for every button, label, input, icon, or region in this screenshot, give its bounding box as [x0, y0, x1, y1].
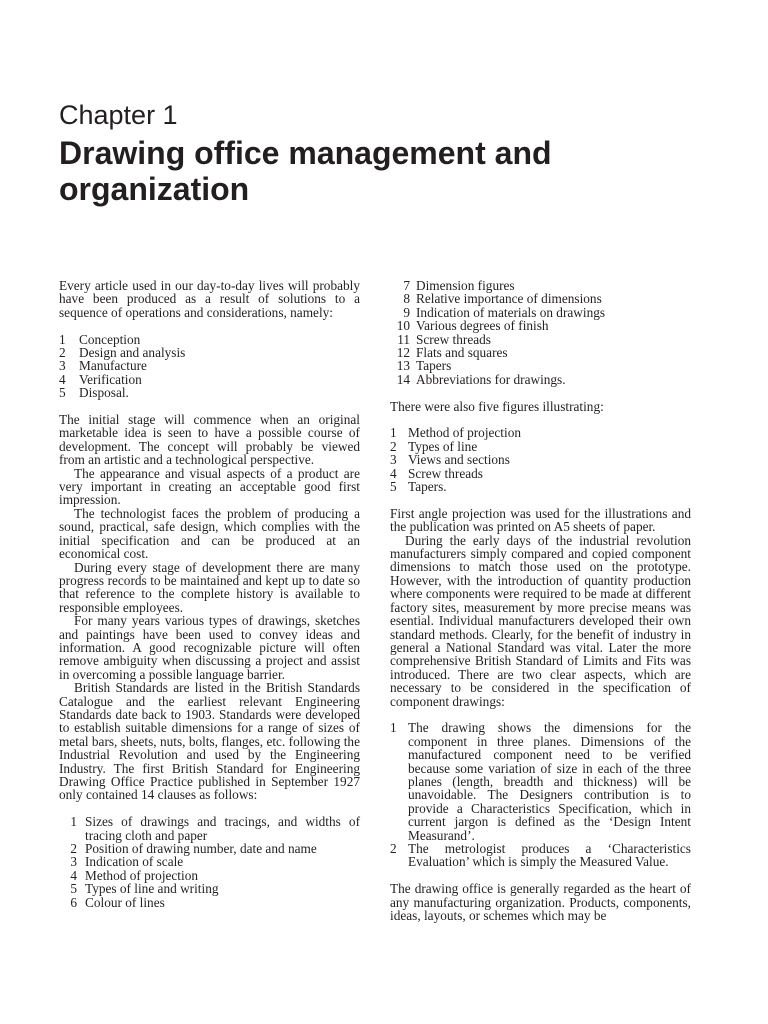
list-number: 1 [70, 814, 77, 830]
list-number: 2 [59, 345, 66, 361]
list-item [59, 333, 360, 346]
list-text: Colour of lines [85, 894, 165, 910]
list-item [390, 426, 691, 439]
list-text: Method of projection [408, 425, 521, 441]
list-number: 13 [396, 358, 410, 374]
stages-list [59, 333, 360, 400]
list-text: Abbreviations for drawings. [416, 371, 566, 387]
list-text: Dimension figures [416, 278, 515, 293]
list-text: The metrologist produces a ‘Characteristics Evaluation’ which is simply the Measured Value. [408, 841, 691, 870]
left-column [59, 279, 360, 909]
list-text: Disposal. [79, 385, 129, 401]
list-text: Tapers [416, 358, 452, 374]
list-number: 4 [70, 867, 77, 883]
list-text: Position of drawing number, date and name [85, 841, 317, 857]
list-text: Types of line [408, 438, 478, 454]
list-number: 1 [390, 720, 397, 736]
list-number: 2 [390, 841, 397, 856]
clauses-list [59, 815, 360, 909]
figures-intro: There were also five figures illustrating: [390, 398, 604, 414]
chapter-title: Drawing office management and organization [59, 135, 552, 207]
list-item [390, 306, 691, 319]
list-text: Indication of materials on drawings [416, 304, 606, 320]
list-text: The drawing shows the dimensions for the component in three planes. Dimensions of the manufactured component need to be verified because some variation of size in each of the three planes (length, breadth and thickness) will be unavoidable. The Designers contribution is to provide a Characteristics Specification, which in current jargon is defined as the ‘Design Intent Measurand’. [408, 720, 691, 843]
list-number: 5 [70, 881, 77, 897]
list-text: Screw threads [416, 331, 491, 347]
list-number: 1 [59, 331, 66, 347]
list-item [59, 896, 360, 909]
list-text: Sizes of drawings and tracings, and widths of tracing cloth and paper [85, 814, 360, 843]
body-paragraph: First angle projection was used for the illustrations and the publication was printed on A5 sheets of paper. [390, 505, 691, 535]
list-number: 7 [403, 278, 410, 293]
list-number: 2 [390, 438, 397, 454]
list-text: Conception [79, 331, 141, 347]
list-number: 4 [390, 465, 397, 481]
chapter-label: Chapter 1 [59, 100, 178, 130]
list-number: 5 [59, 385, 66, 401]
list-number: 14 [396, 371, 410, 387]
clauses-list-continued [390, 279, 691, 386]
list-number: 3 [390, 452, 397, 468]
list-text: Manufacture [79, 358, 147, 374]
body-paragraph: During every stage of development there are many progress records to be maintained and kept up to date so that reference to the complete history is available to responsible employees. [59, 559, 360, 615]
list-item [59, 815, 360, 842]
body-paragraph: The drawing office is generally regarded as the heart of any manufacturing organization. Products, components, ideas, layouts, or schemes which may be [390, 881, 691, 924]
list-number: 1 [390, 425, 397, 441]
list-item [59, 359, 360, 372]
body-paragraph: The initial stage will commence when an original marketable idea is seen to have a possible course of development. The concept will probably be viewed from an artistic and a technological perspective. [59, 412, 360, 468]
list-item [390, 480, 691, 493]
list-item [390, 453, 691, 466]
list-number: 10 [396, 318, 410, 334]
list-item [390, 279, 691, 292]
right-column [390, 279, 691, 922]
body-paragraph: During the early days of the industrial revolution manufacturers simply compared and copied component dimensions to match those used on the prototype. However, with the introduction of quantity production where components were required to be made at different factory sites, measurement by more precise means was esential. Individual manufacturers developed their own standard methods. Clearly, for the benefit of industry in general a National Standard was vital. Later the more comprehensive British Standard of Limits and Fits was introduced. There are two clear aspects, which are necessary to be considered in the specification of component drawings: [390, 532, 691, 709]
list-text: Method of projection [85, 867, 198, 883]
list-text: Views and sections [408, 452, 510, 468]
list-item [59, 346, 360, 359]
list-number: 3 [70, 854, 77, 870]
list-text: Relative importance of dimensions [416, 291, 602, 307]
list-text: Flats and squares [416, 345, 508, 361]
list-number: 9 [403, 304, 410, 320]
list-text: Tapers. [408, 479, 447, 495]
list-text: Screw threads [408, 465, 483, 481]
list-number: 11 [397, 331, 410, 347]
figures-list [390, 426, 691, 493]
list-item [390, 842, 691, 869]
list-item [390, 319, 691, 332]
list-number: 8 [403, 291, 410, 307]
list-item [390, 721, 691, 842]
list-text: Verification [79, 371, 142, 387]
list-item [59, 882, 360, 895]
list-item [390, 467, 691, 480]
list-number: 5 [390, 479, 397, 495]
body-paragraph: The technologist faces the problem of producing a sound, practical, safe design, which complies with the initial specification and can be produced at an economical cost. [59, 505, 360, 562]
list-item [390, 292, 691, 305]
list-item [390, 440, 691, 453]
list-item [390, 333, 691, 346]
list-number: 4 [59, 371, 66, 387]
list-item [59, 373, 360, 386]
list-number: 12 [396, 345, 410, 361]
list-text: Various degrees of finish [416, 318, 549, 334]
list-item [59, 842, 360, 855]
body-paragraph: For many years various types of drawings, sketches and paintings have been used to convey ideas and information. A good recognizable picture will often remove ambiguity when discussing a project and assist in overcoming a possible language barrier. [59, 613, 360, 682]
body-paragraph: British Standards are listed in the British Standards Catalogue and the earliest relevant Engineering Standards date back to 1903. Standards were developed to establish suitable dimensions for a range of sizes of metal bars, sheets, nuts, bolts, flanges, etc. following the Industrial Revolution and used by the Engineering Industry. The first British Standard for Engineering Drawing Office Practice published in September 1927 only contained 14 clauses as follows: [59, 680, 360, 803]
list-text: Types of line and writing [85, 881, 219, 897]
aspects-list [390, 721, 691, 868]
list-item [390, 346, 691, 359]
list-item [59, 855, 360, 868]
list-item [59, 869, 360, 882]
body-paragraph: The appearance and visual aspects of a product are very important in creating an acceptable good first impression. [59, 465, 360, 508]
list-number: 2 [70, 841, 77, 857]
list-item [390, 373, 691, 386]
list-text: Design and analysis [79, 345, 186, 361]
list-text: Indication of scale [85, 854, 184, 870]
list-number: 3 [59, 358, 66, 374]
list-item [59, 386, 360, 399]
list-number: 6 [70, 894, 77, 910]
list-item [390, 359, 691, 372]
intro-paragraph: Every article used in our day-to-day lives will probably have been produced as a result of solutions to a sequence of operations and considerations, namely: [59, 278, 360, 320]
